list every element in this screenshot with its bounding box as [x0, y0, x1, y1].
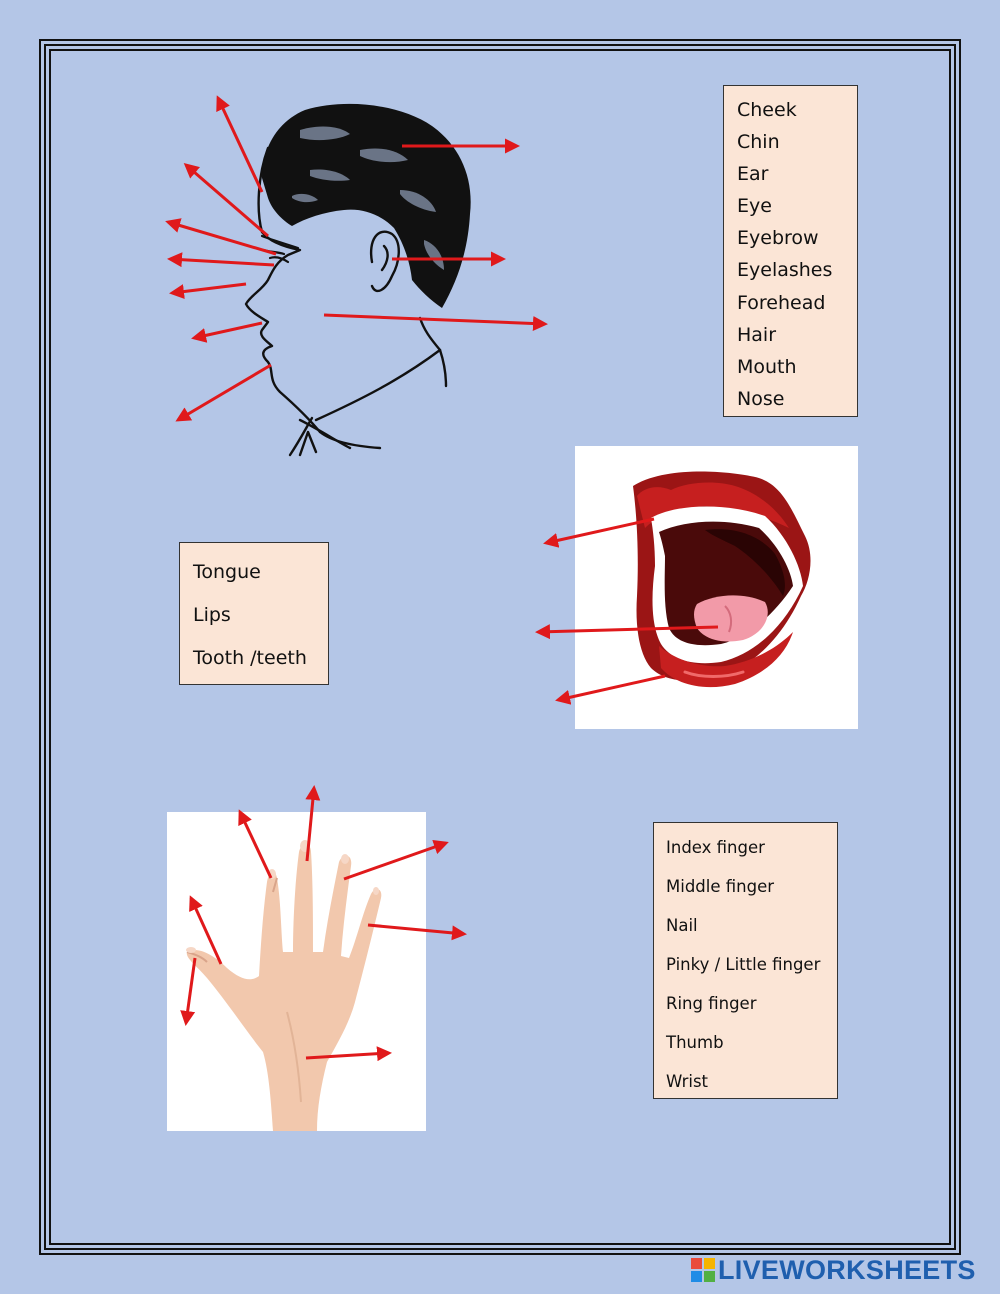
- word-eyebrow: Eyebrow: [737, 227, 819, 250]
- word-index-finger: Index finger: [666, 838, 765, 857]
- word-wrist: Wrist: [666, 1072, 709, 1091]
- word-chin: Chin: [737, 131, 780, 154]
- word-nail: Nail: [666, 916, 698, 935]
- word-cheek: Cheek: [737, 99, 797, 121]
- word-hair: Hair: [737, 323, 777, 346]
- brand-text: LIVEWORKSHEETS: [718, 1254, 976, 1285]
- liveworksheets-logo[interactable]: [690, 1253, 976, 1287]
- word-mouth: Mouth: [737, 355, 797, 378]
- word-pinky: Pinky / Little finger: [666, 955, 821, 974]
- word-ear: Ear: [737, 163, 769, 186]
- mouth-word-bank: [179, 542, 329, 685]
- word-ring-finger: Ring finger: [666, 994, 757, 1013]
- word-tongue: Tongue: [193, 561, 261, 583]
- face-word-bank: [723, 85, 858, 417]
- word-nose: Nose: [737, 387, 785, 410]
- word-forehead: Forehead: [737, 291, 826, 314]
- liveworksheets-logo-icon: [690, 1257, 716, 1283]
- word-middle-finger: Middle finger: [666, 877, 775, 896]
- word-thumb: Thumb: [666, 1033, 724, 1052]
- word-eyelashes: Eyelashes: [737, 259, 833, 282]
- hand-word-bank: [653, 822, 838, 1099]
- word-eye: Eye: [737, 195, 772, 218]
- word-teeth: Tooth /teeth: [193, 647, 307, 669]
- word-lips: Lips: [193, 604, 231, 626]
